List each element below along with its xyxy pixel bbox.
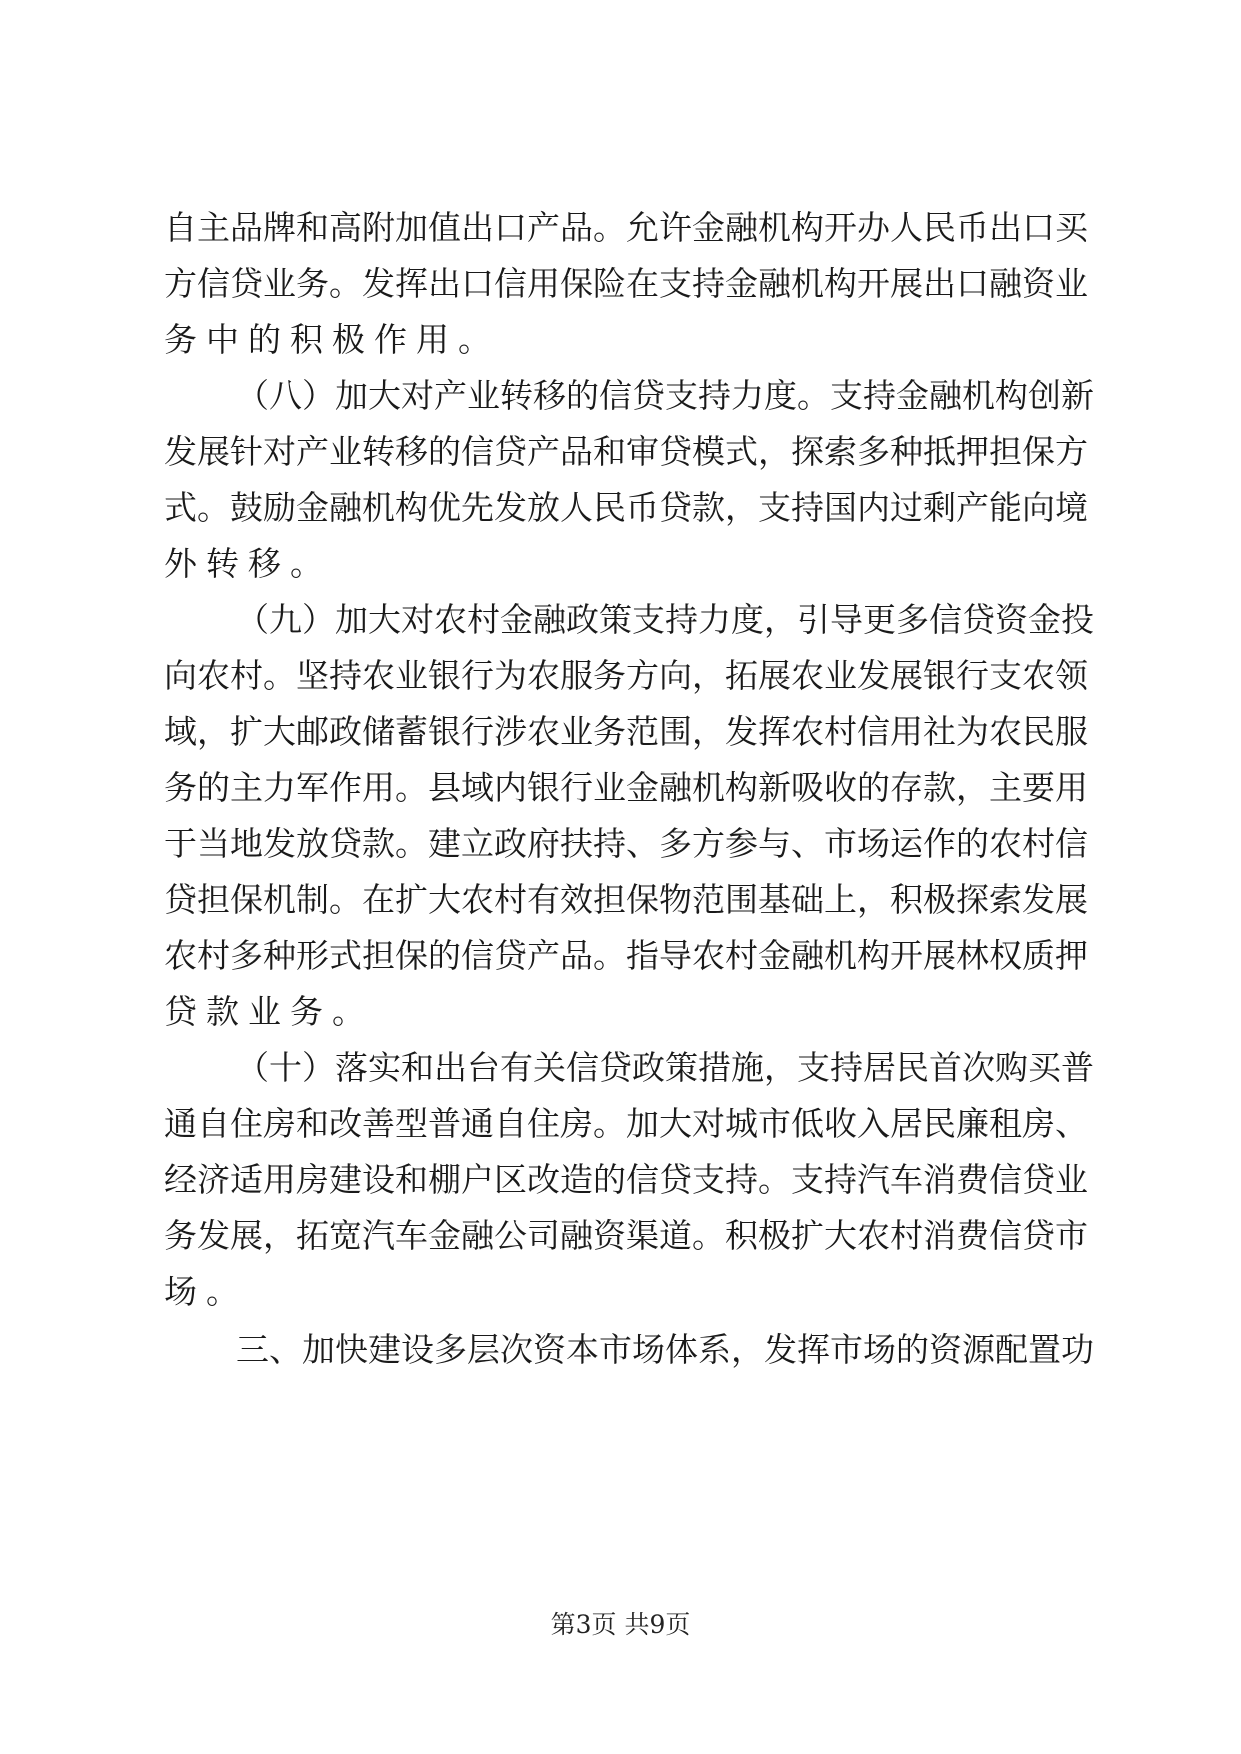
text-line: 务 的 主 力 军 作 用 。 县 域 内 银 行 业 金 融 机 构 新 吸 收 的 存 款 ， 主 要 用: [164, 768, 1088, 807]
text-line: 贷 款 业 务 。: [164, 992, 365, 1031]
text-line: 务 发 展 ， 拓 宽 汽 车 金 融 公 司 融 资 渠 道 。 积 极 扩 大 农 村 消 费 信 贷 市: [164, 1216, 1088, 1255]
text-line: 经 济 适 用 房 建 设 和 棚 户 区 改 造 的 信 贷 支 持 。 支 持 汽 车 消 费 信 贷 业: [164, 1160, 1088, 1199]
paragraph-heading-9: （ 九 ） 加 大 对 农 村 金 融 政 策 支 持 力 度 ， 引 导 更 多 信 贷 资 金 投: [236, 600, 1094, 639]
text-line: 务 中 的 积 极 作 用 。: [164, 320, 491, 359]
text-line: 农 村 多 种 形 式 担 保 的 信 贷 产 品 。 指 导 农 村 金 融 机 构 开 展 林 权 质 押: [164, 936, 1088, 975]
text-line: 式 。 鼓 励 金 融 机 构 优 先 发 放 人 民 币 贷 款 ， 支 持 国 内 过 剩 产 能 向 境: [164, 488, 1088, 527]
text-line: 外 转 移 。: [164, 544, 323, 583]
text-line: 贷 担 保 机 制 。 在 扩 大 农 村 有 效 担 保 物 范 围 基 础 上 ， 积 极 探 索 发 展: [164, 880, 1088, 919]
text-line: 于 当 地 发 放 贷 款 。 建 立 政 府 扶 持 、 多 方 参 与 、 市 场 运 作 的 农 村 信: [164, 824, 1088, 863]
text-line: 域 ， 扩 大 邮 政 储 蓄 银 行 涉 农 业 务 范 围 ， 发 挥 农 村 信 用 社 为 农 民 服: [164, 712, 1088, 751]
page-number-footer: 第3页 共9页: [550, 1610, 691, 1639]
text-line: 场 。: [164, 1272, 239, 1311]
text-line: 发 展 针 对 产 业 转 移 的 信 贷 产 品 和 审 贷 模 式 ， 探 索 多 种 抵 押 担 保 方: [164, 432, 1088, 471]
text-line: 向 农 村 。 坚 持 农 业 银 行 为 农 服 务 方 向 ， 拓 展 农 业 发 展 银 行 支 农 领: [164, 656, 1088, 695]
text-line: 方 信 贷 业 务 。 发 挥 出 口 信 用 保 险 在 支 持 金 融 机 构 开 展 出 口 融 资 业: [164, 264, 1088, 303]
text-line: 通 自 住 房 和 改 善 型 普 通 自 住 房 。 加 大 对 城 市 低 收 入 居 民 廉 租 房 、: [164, 1104, 1088, 1143]
paragraph-heading-10: （ 十 ） 落 实 和 出 台 有 关 信 贷 政 策 措 施 ， 支 持 居 民 首 次 购 买 普: [236, 1048, 1094, 1087]
section-heading-3: 三 、 加 快 建 设 多 层 次 资 本 市 场 体 系 ， 发 挥 市 场 的 资 源 配 置 功: [236, 1330, 1094, 1369]
text-line: 自 主 品 牌 和 高 附 加 值 出 口 产 品 。 允 许 金 融 机 构 开 办 人 民 币 出 口 买: [164, 208, 1088, 247]
paragraph-heading-8: （ 八 ） 加 大 对 产 业 转 移 的 信 贷 支 持 力 度 。 支 持 金 融 机 构 创 新: [236, 376, 1094, 415]
